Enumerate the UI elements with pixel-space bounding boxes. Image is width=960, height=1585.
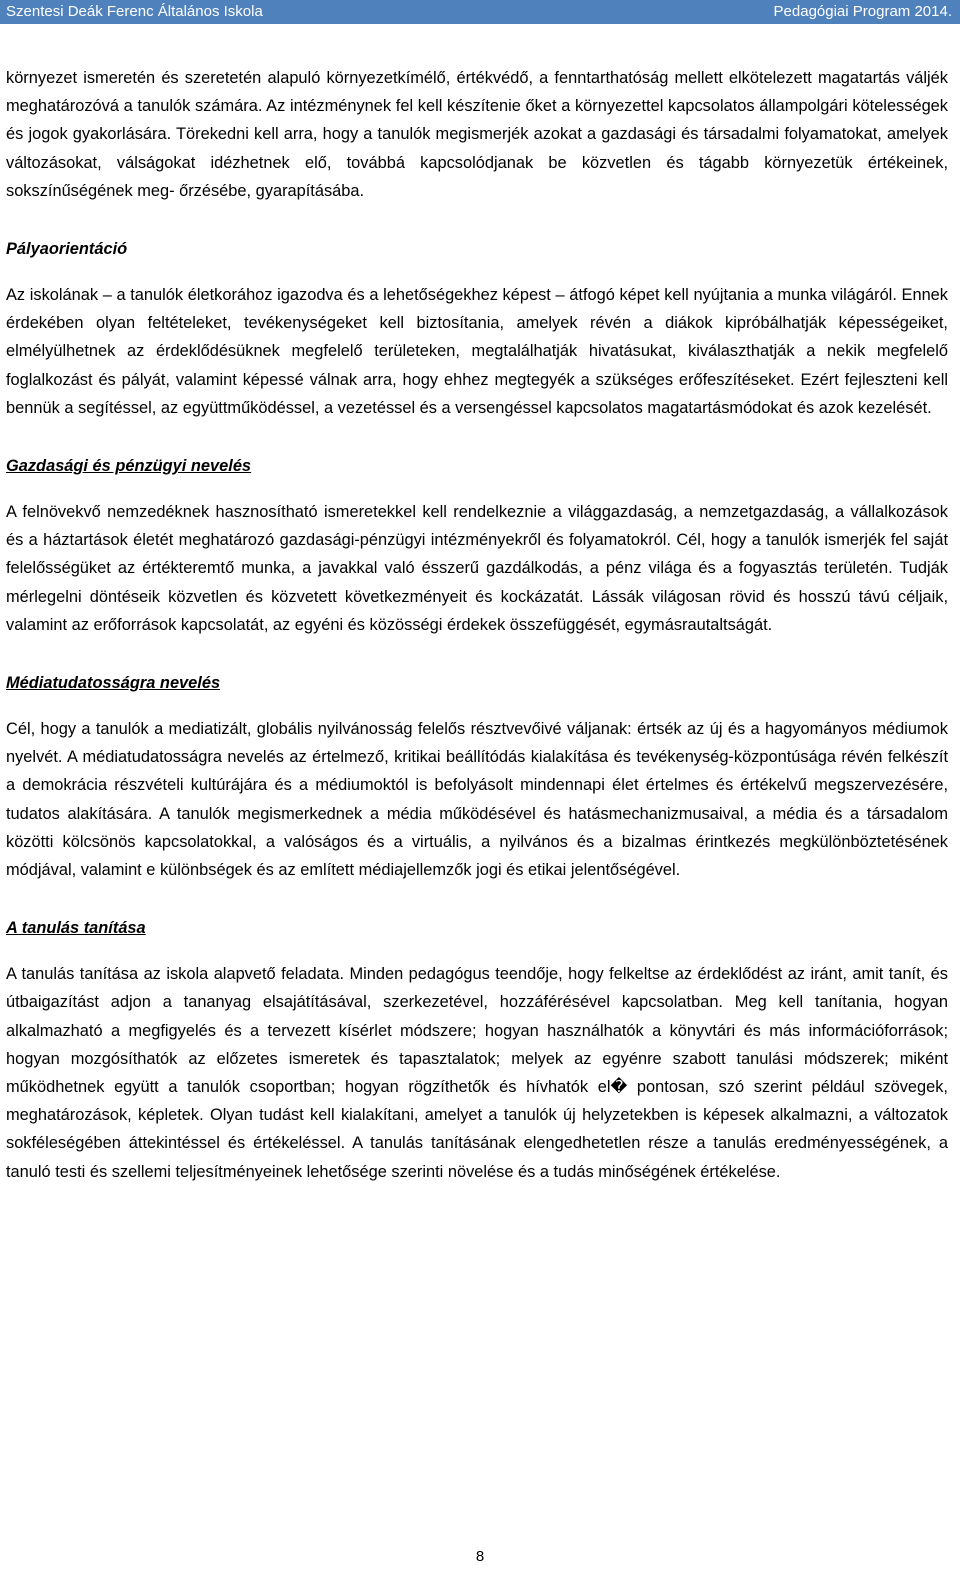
section-title-gazdasagi: Gazdasági és pénzügyi nevelés (6, 457, 252, 476)
section-title-mediatudatossag: Médiatudatosságra nevelés (6, 674, 221, 693)
section-text-palyaorientacio: Az iskolának – a tanulók életkorához igazodva és a lehetőségekhez képest – átfogó képet kell nyújtania a munka világáról. Ennek érdekében olyan feltételeket, tevékenységeket kell biztosítania, amelyek révén a diákok kipróbálhatják képességeiket, elmélyülhetnek az érdeklődésüknek megfelelő területeken, megtalálhatják hivatásukat, kiválaszthatják a nekik megfelelő foglalkozást és pályát, valamint képessé válnak arra, hogy ehhez megtegyék a szükséges erőfeszítéseket. Ezért fejleszteni kell bennük a segítéssel, az együttműködéssel, a vezetéssel és a versengéssel kapcsolatos magatartásmódokat és azok kezelését. (6, 286, 948, 417)
header-school-name: Szentesi Deák Ferenc Általános Iskola (6, 3, 263, 20)
section-text-mediatudatossag: Cél, hogy a tanulók a mediatizált, globális nyilvánosság felelős résztvevőivé váljanak: értsék az új és a hagyományos médiumok nyelvét. A médiatudatosságra nevelés az értelmező, kritikai beállítódás kialakítása és tevékenység-központúsága révén felkészít a demokrácia részvételi kultúrájára és a médiumoktól is befolyásolt mindennapi élet értelmes és értékelvű megszervezésére, tudatos alakítására. A tanulók megismerkednek a média működésével és hatásmechanizmusaival, a média és a társadalom közötti kölcsönös kapcsolatokkal, a valóságos és a virtuális, a nyilvános és a bizalmas érintkezés megkülönböztetésének módjával, valamint e különbségek és az említett médiajellemzők jogi és etikai jelentőségével. (6, 720, 948, 880)
section-title-palyaorientacio: Pályaorientáció (6, 240, 128, 259)
section-text-tanulas-tanitasa: A tanulás tanítása az iskola alapvető feladata. Minden pedagógus teendője, hogy felkeltse az érdeklődést az iránt, amit tanít, és útbaigazítást adjon a tananyag elsajátításával, szerkezetével, hozzáférésével kapcsolatban. Meg kell tanítania, hogyan alkalmazható a megfigyelés és a tervezett kísérlet módszere; hogyan használhatók a könyvtári és más információforrások; hogyan mozgósíthatók az előzetes ismeretek és tapasztalatok; melyek az egyénre szabott tanulási módszerek; miként működhetnek együtt a tanulók csoportban; hogyan rögzíthetők és hívhatók el� pontosan, szó szerint például szövegek, meghatározások, képletek. Olyan tudást kell kialakítani, amelyet a tanulók új helyzetekben is képesek alkalmazni, a változatok sokféleségében áttekintéssel és értékeléssel. A tanulás tanításának elengedhetetlen része a tanulás eredményességének, a tanuló testi és szellemi teljesítményeinek lehetősége szerinti növelése és a tudás minőségének értékelése. (6, 965, 948, 1181)
document-body (6, 64, 948, 1186)
page-number: 8 (475, 1548, 485, 1565)
intro-paragraph: környezet ismeretén és szeretetén alapuló környezetkímélő, értékvédő, a fenntarthatóság mellett elkötelezett magatartás váljék meghatározóvá a tanulók számára. Az intézménynek fel kell készítenie őket a környezettel kapcsolatos állampolgári kötelességek és jogok gyakorlására. Törekedni kell arra, hogy a tanulók megismerjék azokat a gazdasági és társadalmi folyamatokat, amelyek változásokat, válságokat idézhetnek elő, továbbá kapcsolódjanak be közvetlen és tágabb környezetük értékeinek, sokszínűségének meg- őrzésébe, gyarapításába. (6, 69, 948, 200)
header-document-title: Pedagógiai Program 2014. (773, 3, 952, 20)
section-title-tanulas-tanitasa: A tanulás tanítása (6, 919, 146, 938)
page-header (0, 0, 960, 24)
section-text-gazdasagi: A felnövekvő nemzedéknek hasznosítható ismeretekkel kell rendelkeznie a világgazdaság, a nemzetgazdaság, a vállalkozások és a háztartások életét meghatározó gazdasági-pénzügyi intézményekről és folyamatokról. Cél, hogy a tanulók ismerjék fel saját felelősségüket az értékteremtő munka, a javakkal való ésszerű gazdálkodás, a pénz világa és a fogyasztás területén. Tudják mérlegelni döntéseik közvetlen és közvetett következményeit és kockázatát. Lássák világosan rövid és hosszú távú céljaik, valamint az erőforrások kapcsolatát, az egyéni és közösségi érdekek összefüggését, egymásrautaltságát. (6, 503, 948, 634)
